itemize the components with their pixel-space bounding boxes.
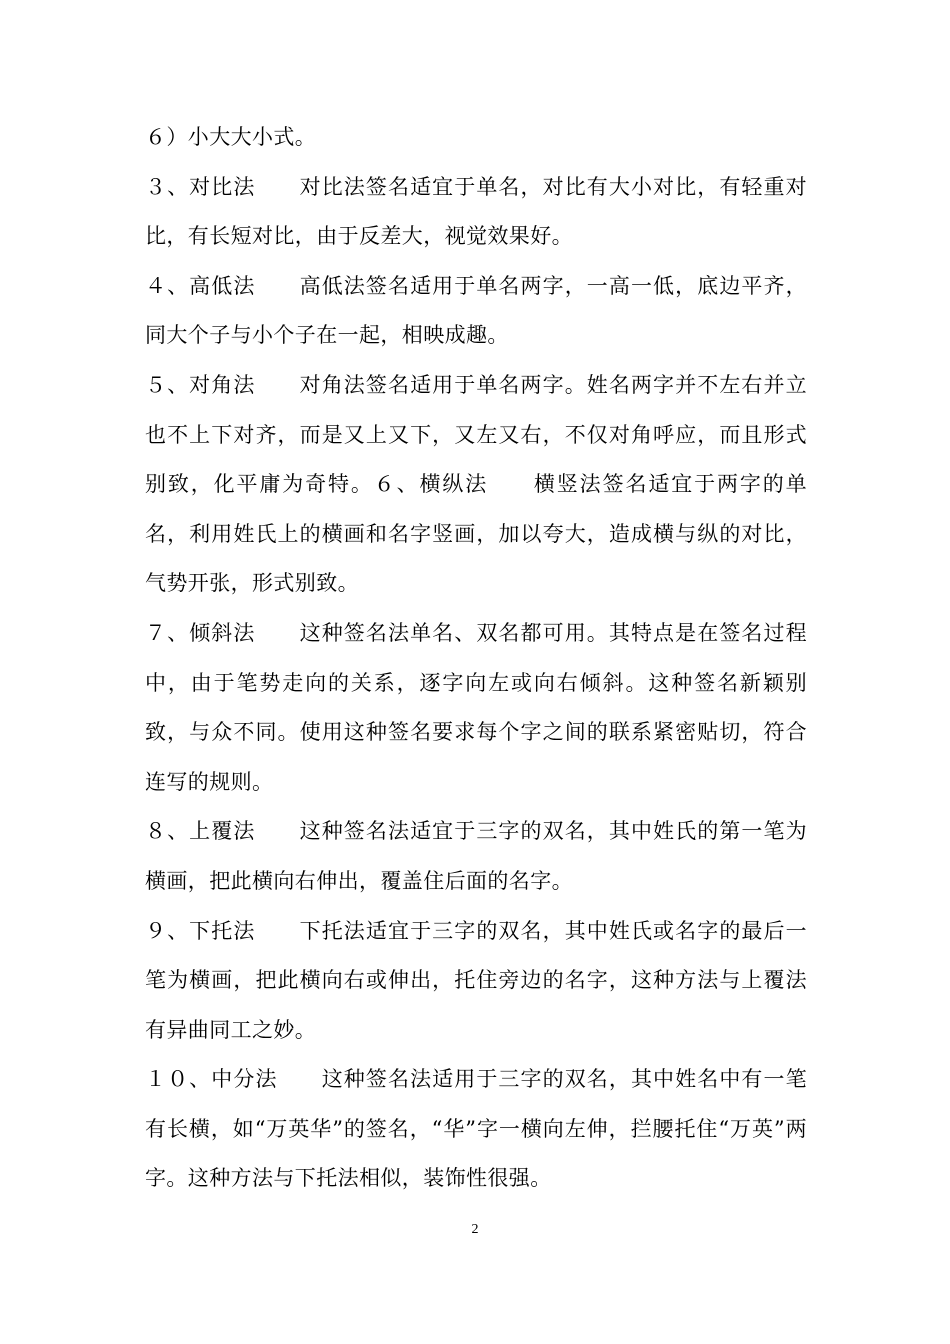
paragraph-style-6: ６）小大大小式。 [145, 125, 317, 149]
paragraph-slant-method: ７、倾斜法 这种签名法单名、双名都可用。其特点是在签名过程中，由于笔势走向的关系，逐字向左或向右倾斜。这种签名新颖别致，与众不同。使用这种签名要求每个字之间的联系紧密贴切，符合连写的规则。 [145, 620, 807, 794]
paragraph-contrast-method: ３、对比法 对比法签名适宜于单名，对比有大小对比，有轻重对比，有长短对比，由于反差大，视觉效果好。 [145, 174, 807, 249]
paragraph-diagonal-method: ５、对角法 对角法签名适用于单名两字。姓名两字并不左右并立也不上下对齐，而是又上又下，又左又右，不仅对角呼应，而且形式别致，化平庸为奇特。６、横纵法 横竖法签名适宜于两字的单名，利用姓氏上的横画和名字竖画，加以夸大，造成横与纵的对比，气势开张，形式别致。 [145, 372, 807, 596]
paragraph-high-low-method: ４、高低法 高低法签名适用于单名两字，一高一低，底边平齐，同大个子与小个子在一起，相映成趣。 [145, 273, 807, 348]
document-body [145, 113, 807, 1204]
paragraph-middle-split-method: １０、中分法 这种签名法适用于三字的双名，其中姓名中有一笔有长横，如“万英华”的签名，“华”字一横向左伸，拦腰托住“万英”两字。这种方法与下托法相似，装饰性很强。 [145, 1067, 807, 1191]
page-number: 2 [471, 1222, 479, 1237]
paragraph-bottom-support-method: ９、下托法 下托法适宜于三字的双名，其中姓氏或名字的最后一笔为横画，把此横向右或伸出，托住旁边的名字，这种方法与上覆法有异曲同工之妙。 [145, 918, 807, 1042]
paragraph-top-cover-method: ８、上覆法 这种签名法适宜于三字的双名，其中姓氏的第一笔为横画，把此横向右伸出，覆盖住后面的名字。 [145, 819, 807, 893]
